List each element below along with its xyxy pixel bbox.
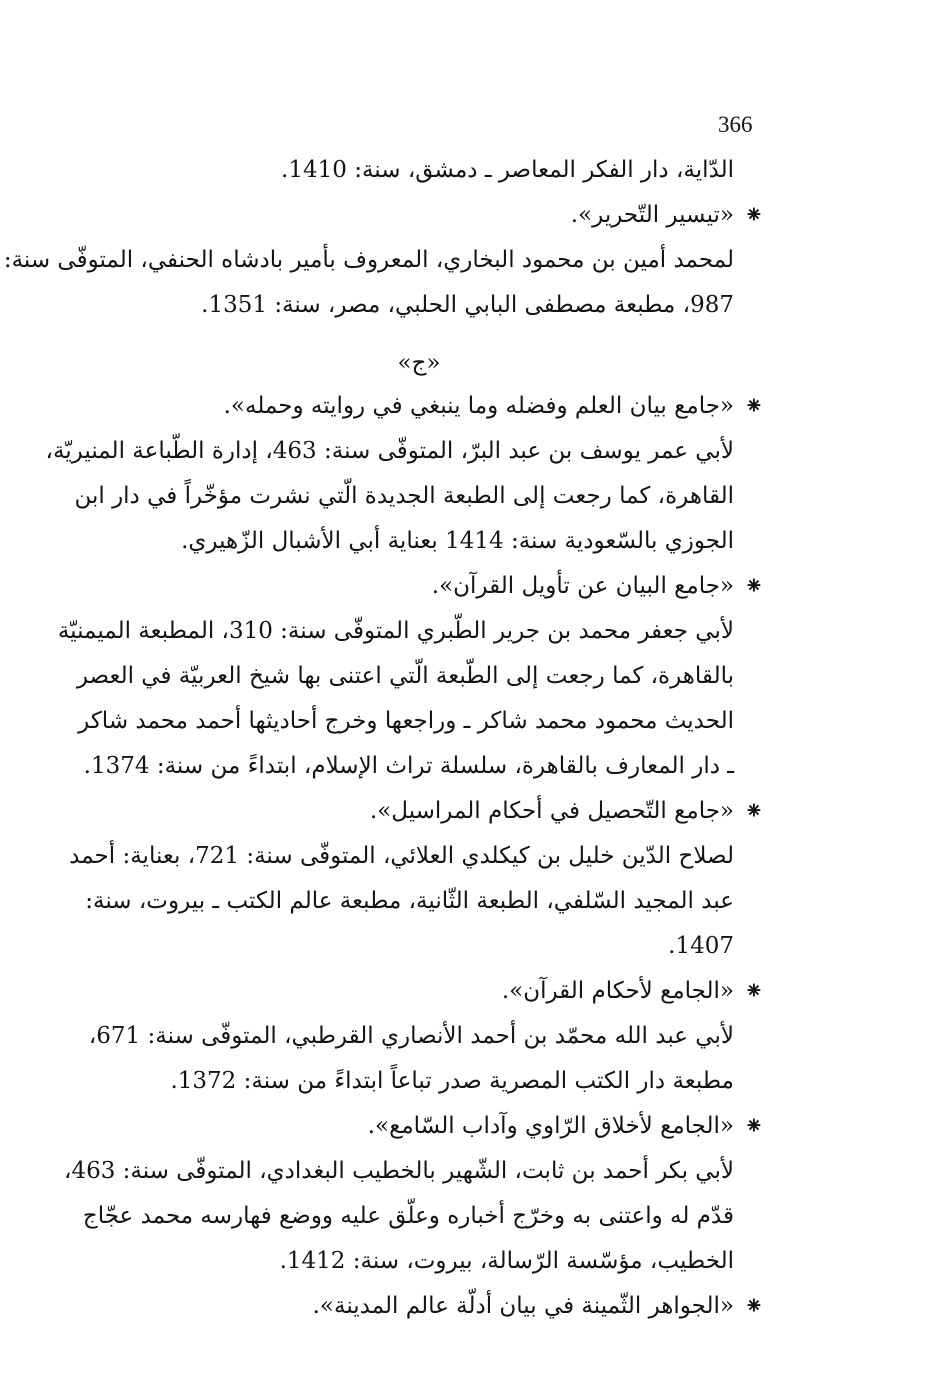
entry-line: لأبي بكر أحمد بن ثابت، الشّهير بالخطيب البغدادي، المتوفّى سنة: 463، [64, 1158, 734, 1184]
bibliography-text [3, 148, 764, 1329]
asterism-icon: ⁕ [743, 1292, 764, 1320]
asterism-icon: ⁕ [743, 1112, 764, 1140]
bibliography-entry [88, 969, 764, 1104]
asterism-icon: ⁕ [743, 977, 764, 1005]
bibliography-entry [3, 193, 764, 328]
entry-title: «تيسير التّحرير». [570, 202, 734, 228]
entry-line: القاهرة، كما رجعت إلى الطبعة الجديدة الّتي نشرت مؤخّراً في دار ابن [74, 483, 734, 509]
entry-line: لأبي عبد الله محمّد بن أحمد الأنصاري القرطبي، المتوفّى سنة: 671، [88, 1023, 734, 1049]
entry-line: قدّم له واعتنى به وخرّج أخباره وعلّق عليه ووضع فهارسه محمد عجّاج [82, 1203, 734, 1229]
asterism-icon: ⁕ [743, 392, 764, 420]
entry-title: «جامع البيان عن تأويل القرآن». [431, 573, 734, 599]
entry-line: لأبي جعفر محمد بن جرير الطّبري المتوفّى سنة: 310، المطبعة الميمنيّة [57, 618, 734, 644]
section-heading: «ج» [397, 350, 441, 376]
entry-line: الخطيب، مؤسّسة الرّسالة، بيروت، سنة: 1412. [279, 1248, 734, 1274]
entry-line: الحديث محمود محمد شاكر ـ وراجعها وخرج أحاديثها أحمد محمد شاكر [78, 708, 734, 734]
entry-title-row [104, 789, 764, 834]
entry-line: لأبي عمر يوسف بن عبد البرّ، المتوفّى سنة: 463، إدارة الطّباعة المنيريّة، [45, 438, 734, 464]
bibliography-entry [64, 1104, 764, 1284]
bibliography-entry [57, 564, 764, 789]
continuation-line: الدّاية، دار الفكر المعاصر ـ دمشق، سنة: 1410. [281, 157, 734, 183]
asterism-icon: ⁕ [743, 201, 764, 229]
asterism-icon: ⁕ [743, 797, 764, 825]
entry-title-row [104, 193, 764, 238]
entry-line: 987، مطبعة مصطفى البابي الحلبي، مصر، سنة: 1351. [201, 292, 734, 318]
entry-title: «جامع التّحصيل في أحكام المراسيل». [369, 798, 734, 824]
entry-title: «الجامع لأحكام القرآن». [501, 978, 734, 1004]
entry-title-row [104, 384, 764, 429]
bibliography-entry [69, 789, 764, 969]
entry-line: بالقاهرة، كما رجعت إلى الطّبعة الّتي اعتنى بها شيخ العربيّة في العصر [76, 663, 734, 689]
entry-line: مطبعة دار الكتب المصرية صدر تباعاً ابتداءً من سنة: 1372. [170, 1068, 734, 1094]
entry-title: «جامع بيان العلم وفضله وما ينبغي في روايته وحمله». [223, 393, 734, 419]
entry-line: ـ دار المعارف بالقاهرة، سلسلة تراث الإسلام، ابتداءً من سنة: 1374. [83, 753, 734, 779]
entry-line: الجوزي بالسّعودية سنة: 1414 بعناية أبي الأشبال الزّهيري. [181, 528, 734, 554]
entry-title: «الجامع لأخلاق الرّاوي وآداب السّامع». [367, 1113, 734, 1139]
entry-line: 1407. [668, 933, 734, 959]
asterism-icon: ⁕ [743, 572, 764, 600]
entry-title-row [104, 1284, 764, 1329]
entry-line: لمحمد أمين بن محمود البخاري، المعروف بأمير بادشاه الحنفي، المتوفّى سنة: [3, 247, 734, 273]
entry-line: عبد المجيد السّلفي، الطبعة الثّانية، مطبعة عالم الكتب ـ بيروت، سنة: [85, 888, 734, 914]
page-number: 366 [718, 112, 753, 137]
entry-line: لصلاح الدّين خليل بن كيكلدي العلائي، المتوفّى سنة: 721، بعناية: أحمد [69, 843, 734, 869]
entry-title-row [104, 1104, 764, 1149]
entry-title-row [104, 969, 764, 1014]
entry-title: «الجواهر الثّمينة في بيان أدلّة عالم المدينة». [312, 1293, 734, 1319]
bibliography-entry [104, 1284, 764, 1329]
bibliography-entry [45, 384, 764, 564]
entry-title-row [104, 564, 764, 609]
